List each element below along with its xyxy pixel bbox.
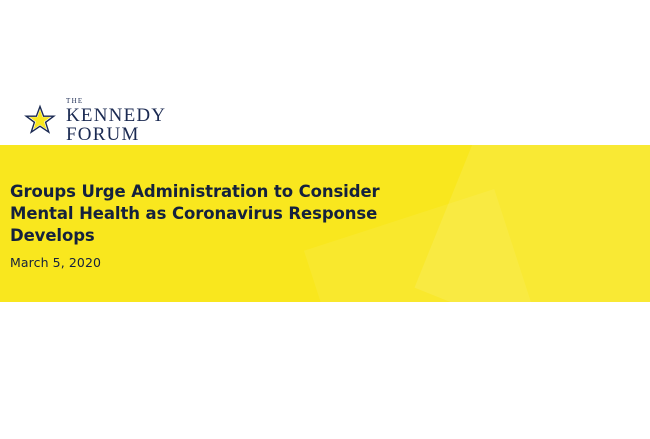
logo-line-kennedy: KENNEDY	[66, 105, 167, 126]
logo-line-the: THE	[66, 97, 84, 105]
hero-content	[10, 181, 630, 270]
article-body-area	[0, 302, 650, 439]
kennedy-forum-star-icon	[22, 103, 58, 139]
logo-line-forum: FORUM	[66, 124, 140, 146]
site-logo[interactable]	[22, 98, 166, 145]
publish-date: March 5, 2020	[10, 255, 102, 271]
hero-banner	[0, 145, 650, 302]
page-title: Groups Urge Administration to Consider Mental Health as Coronavirus Response Develops	[10, 182, 380, 245]
logo-wordmark	[66, 98, 166, 145]
